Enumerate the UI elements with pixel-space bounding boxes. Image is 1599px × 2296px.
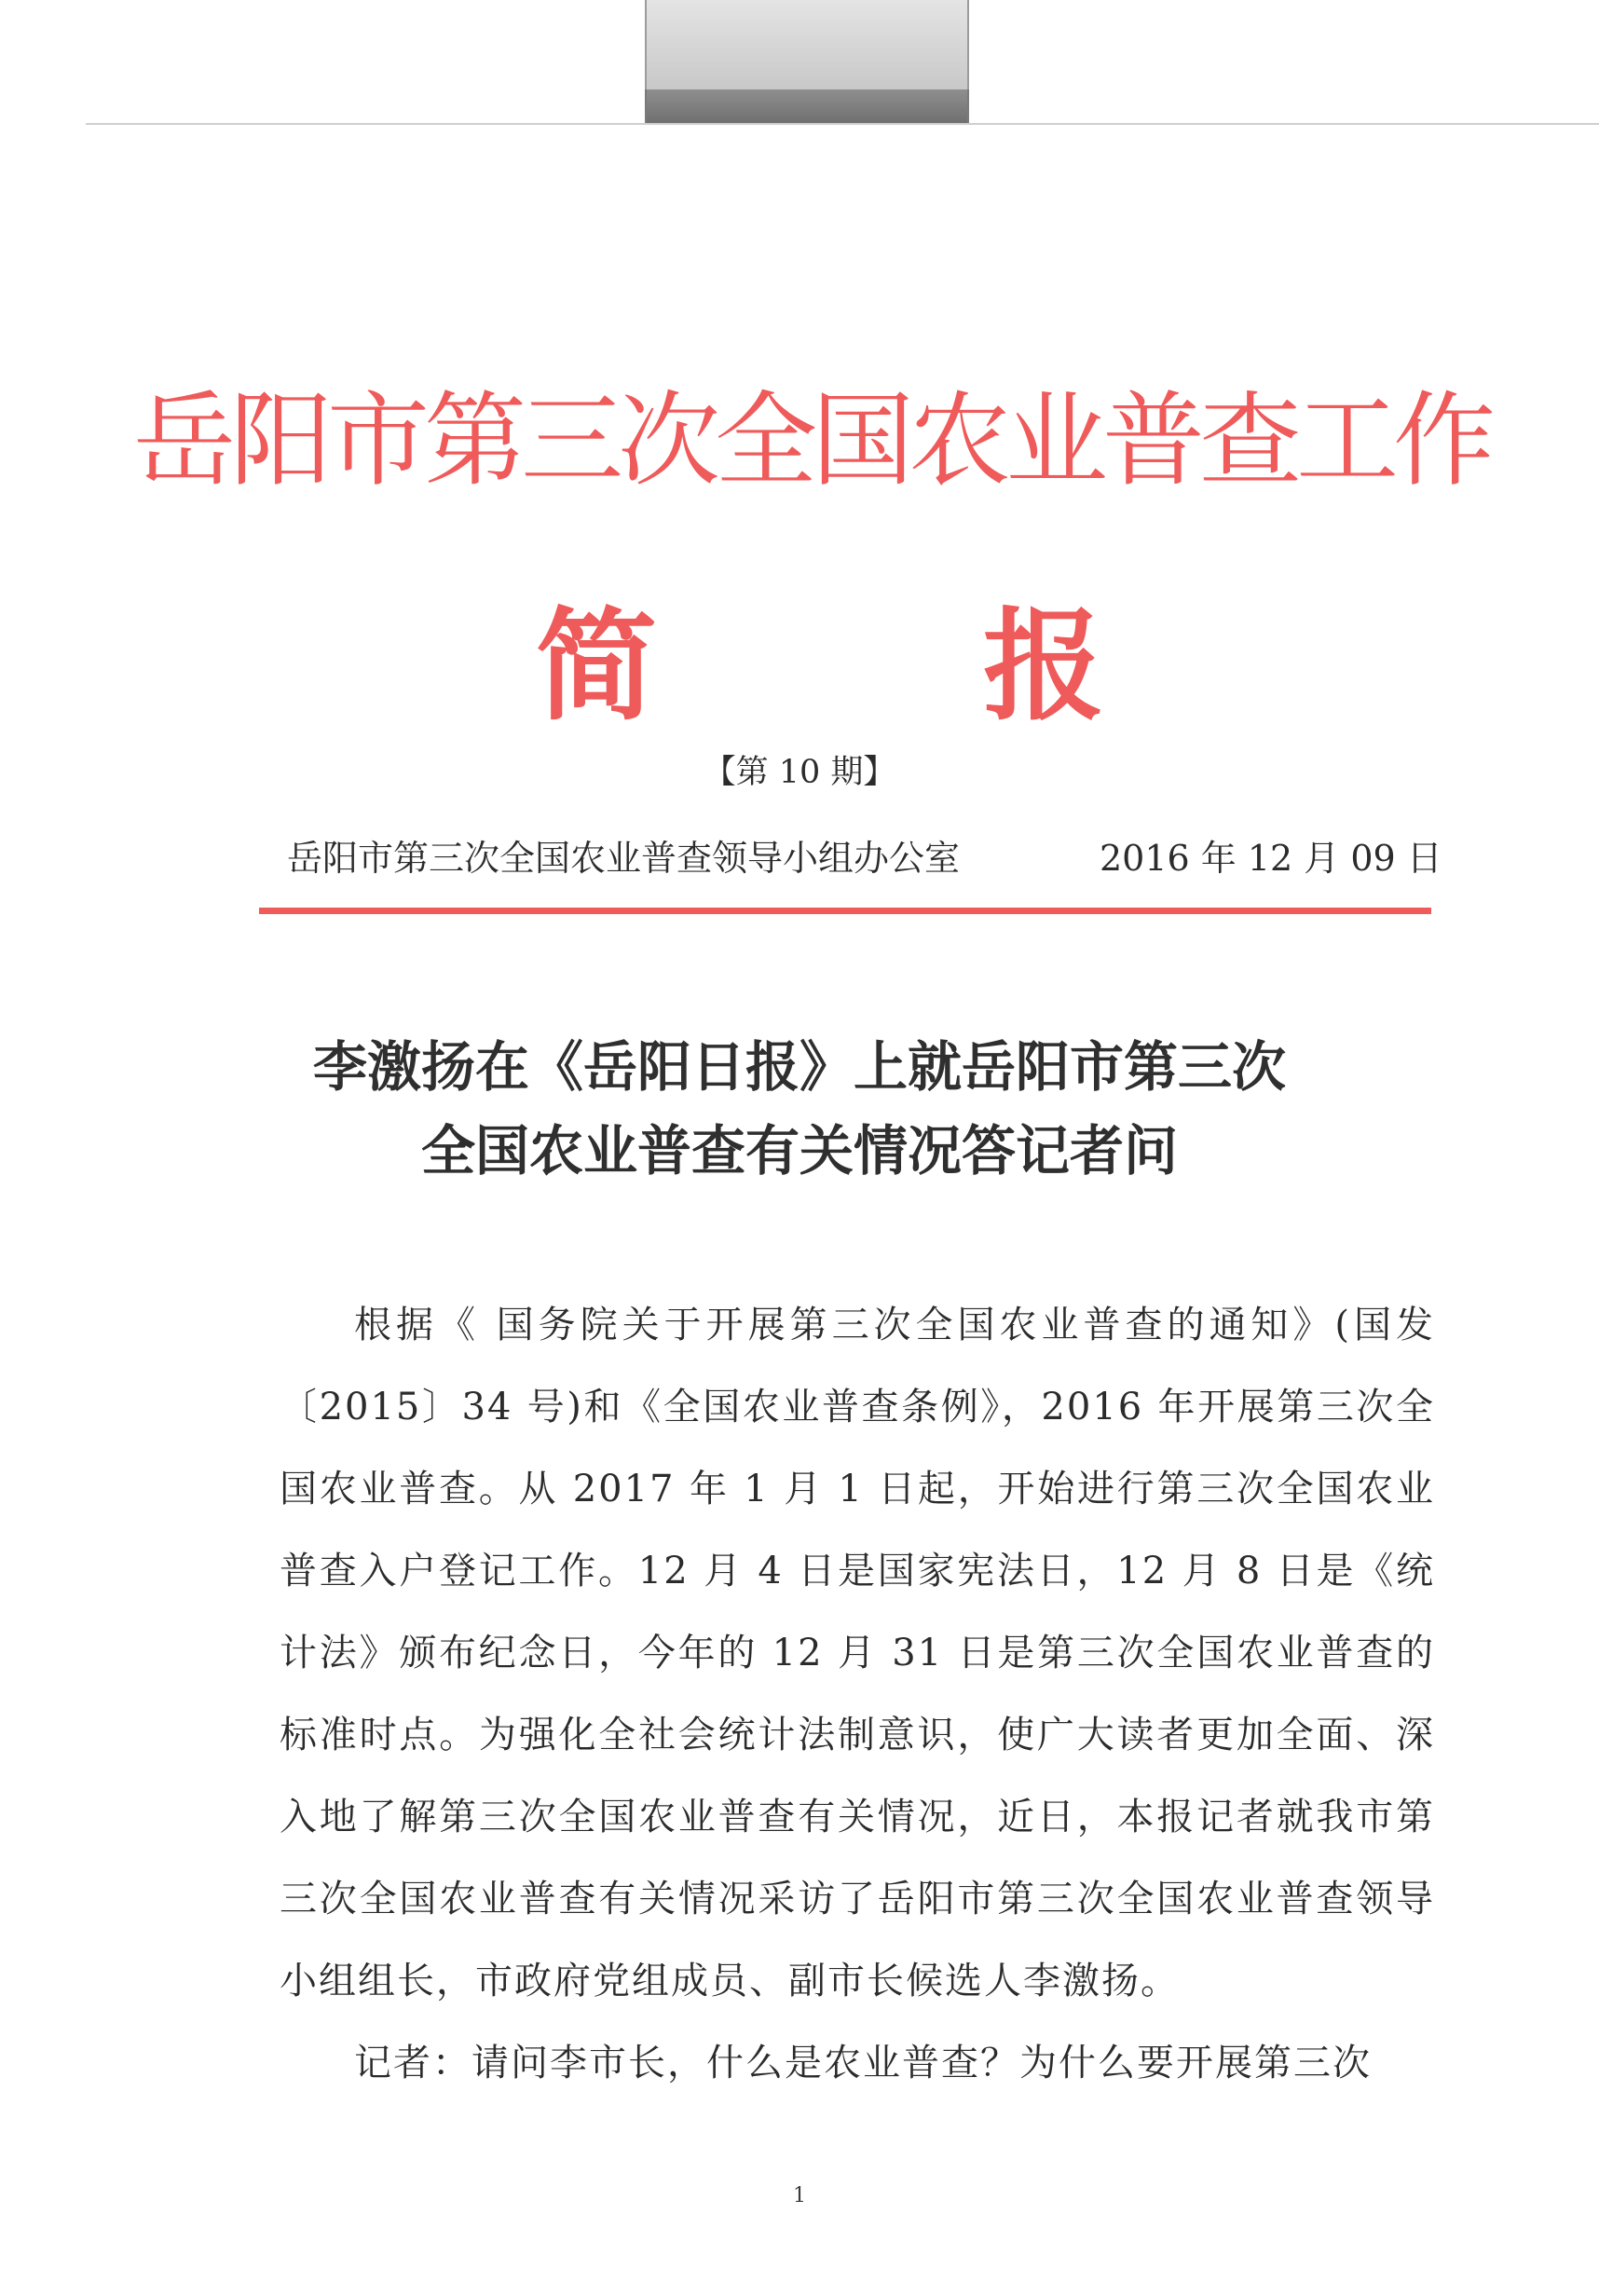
issue-number: 【第 10 期】 (703, 754, 896, 791)
body-paragraph-2: 记者：请问李市长，什么是农业普查？为什么要开展第三次 (354, 2042, 1372, 2084)
article-headline-line-2: 全国农业普查有关情况答记者问 (420, 1119, 1178, 1182)
bulletin-title-left-char: 简 (536, 595, 658, 737)
bulletin-title-right-char: 报 (983, 595, 1105, 737)
masthead-title: 岳阳市第三次全国农业普查工作 (133, 381, 1490, 500)
body-paragraph-1: 根据《 国务院关于开展第三次全国农业普查的通知》(国发〔2015〕34 号)和《全国农业普查条例》，2016 年开展第三次全国农业普查。从 2017 年 1 月 1 日起，开始进行第三次全国农业普查入户登记工作。12 月 4 日是国家宪法日，12 月 8 日是《统计法》颁布纪念日，今年的 12 月 31 日是第三次全国农业普查的标准时点。为强化全社会统计法制意识，使广大读者更加全面、深入地了解第三次全国农业普查有关情况，近日，本报记者就我市第三次全国农业普查有关情况采访了岳阳市第三次全国农业普查领导小组组长，市政府党组成员、副市长候选人李激扬。 (280, 1304, 1435, 2002)
scan-edge-line (86, 123, 1599, 125)
scanner-clip-shadow (645, 89, 969, 125)
article-headline-line-1: 李激扬在《岳阳日报》上就岳阳市第三次 (312, 1035, 1286, 1099)
issue-date: 2016 年 12 月 09 日 (1100, 838, 1442, 879)
issuer-office: 岳阳市第三次全国农业普查领导小组办公室 (287, 838, 961, 879)
red-divider-rule (259, 908, 1431, 914)
page-number: 1 (793, 2184, 806, 2207)
article-body (280, 1284, 1435, 2104)
